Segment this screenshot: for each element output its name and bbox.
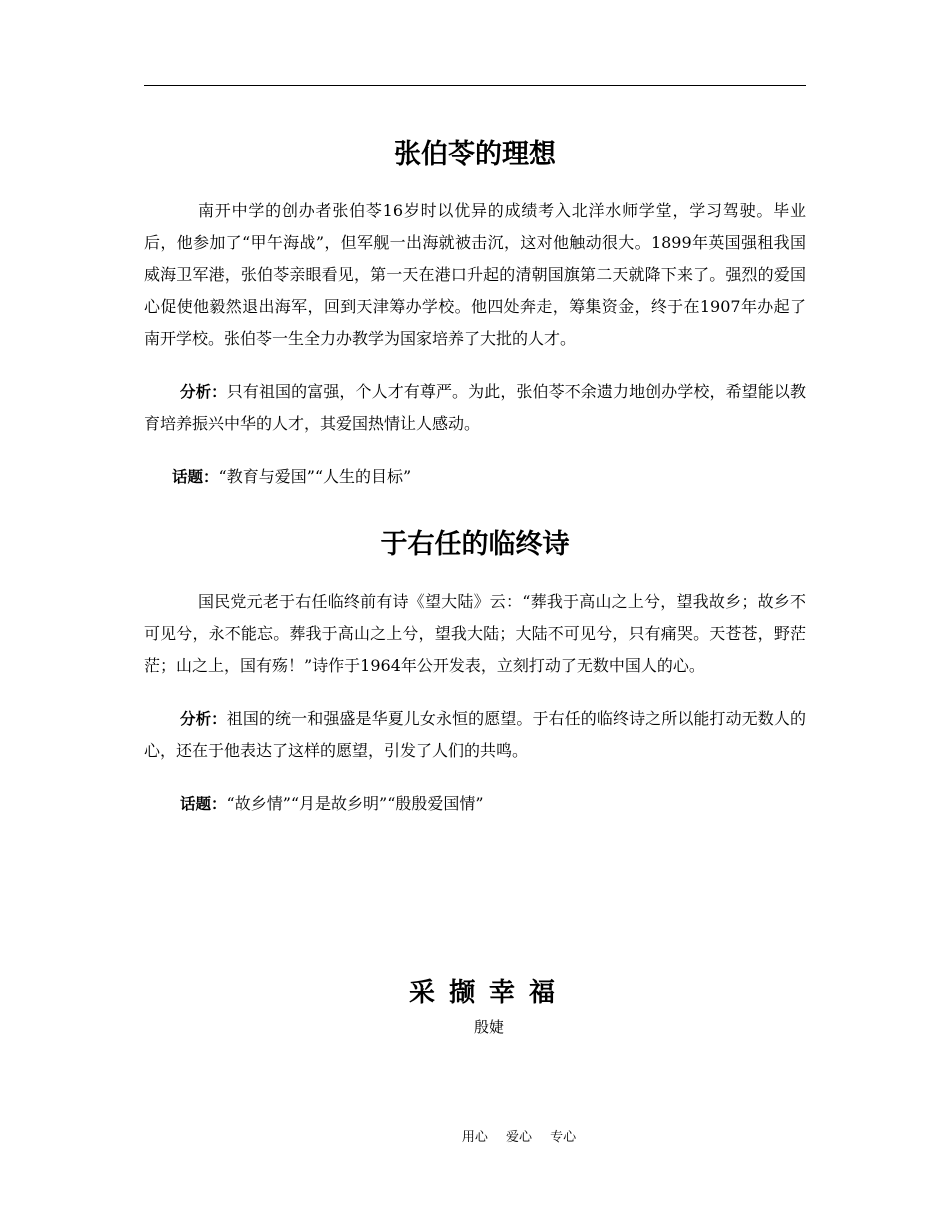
topic-text: “教育与爱国”“人生的目标” (218, 467, 412, 486)
analysis-label: 分析： (180, 710, 227, 728)
article2-body: 国民党元老于右任临终前有诗《望大陆》云：“葬我于高山之上兮，望我故乡；故乡不可见兮，永不能忘。葬我于高山之上兮，望我大陆；大陆不可见兮，只有痛哭。天苍苍，野茫茫；山之上，国有殇！”诗作于1964年公开发表，立刻打动了无数中国人的心。 (144, 592, 806, 675)
analysis-label: 分析： (180, 383, 227, 401)
topic-label: 话题： (172, 468, 219, 486)
topic-text: “故乡情”“月是故乡明”“殷殷爱国情” (226, 794, 484, 813)
article2-analysis (144, 703, 806, 767)
header-rule (144, 85, 806, 86)
page-footer: 用心 爱心 专心 (461, 1130, 577, 1145)
article1-topic (144, 461, 806, 493)
section-author: 殷婕 (473, 1018, 504, 1036)
analysis-text: 祖国的统一和强盛是华夏儿女永恒的愿望。于右任的临终诗之所以能打动无数人的心，还在于他表达了这样的愿望，引发了人们的共鸣。 (144, 709, 806, 760)
topic-label: 话题： (180, 795, 227, 813)
article1-body: 南开中学的创办者张伯苓16岁时以优异的成绩考入北洋水师学堂，学习驾驶。毕业后，他参加了“甲午海战”，但军舰一出海就被击沉，这对他触动很大。1899年英国强租我国威海卫军港，张伯苓亲眼看见，第一天在港口升起的清朝国旗第二天就降下来了。强烈的爱国心促使他毅然退出海军，回到天津筹办学校。他四处奔走，筹集资金，终于在1907年办起了南开学校。张伯苓一生全力办教学为国家培养了大批的人才。 (144, 201, 806, 348)
section-title: 采撷幸福 (408, 978, 569, 1008)
article1-title: 张伯苓的理想 (394, 139, 556, 170)
article1-analysis (144, 376, 806, 440)
analysis-text: 只有祖国的富强，个人才有尊严。为此，张伯苓不余遗力地创办学校，希望能以教育培养振兴中华的人才，其爱国热情让人感动。 (144, 382, 806, 433)
article2-title: 于右任的临终诗 (380, 529, 570, 560)
article2-topic (144, 788, 806, 820)
